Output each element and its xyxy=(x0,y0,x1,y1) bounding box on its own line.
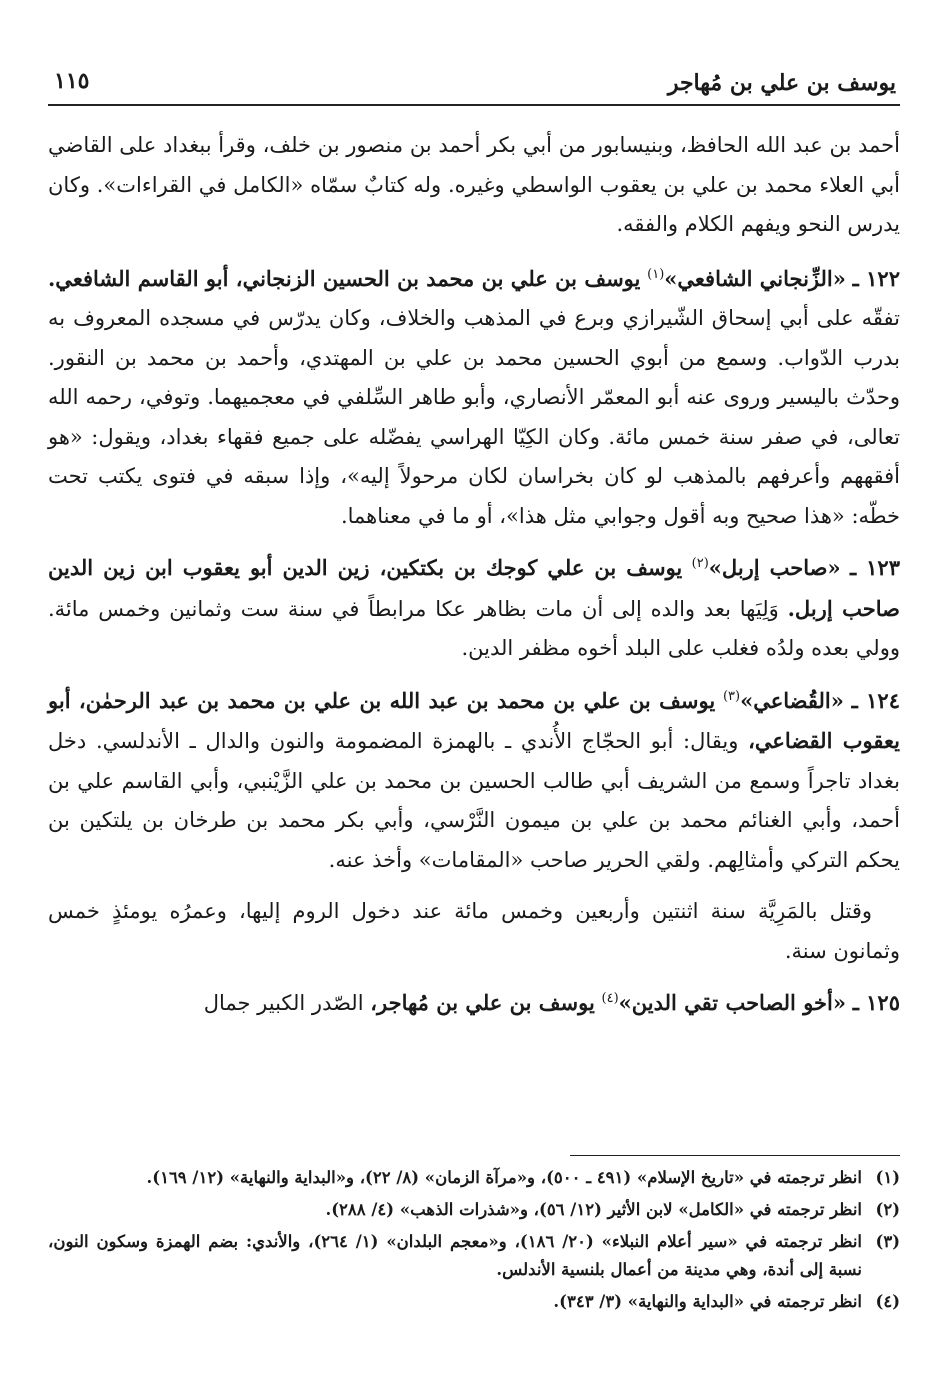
footnote-ref: (٢) xyxy=(691,556,709,571)
footnote-text: انظر ترجمته في «الكامل» لابن الأثير (١٢/ ٥٦)، و«شذرات الذهب» (٤/ ٢٨٨). xyxy=(325,1200,862,1219)
footnote-mark: (٤) xyxy=(875,1292,900,1311)
footnote-text: انظر ترجمته في «سير أعلام النبلاء» (٢٠/ ١٨٦)، و«معجم البلدان» (١/ ٢٦٤)، والأندي: بضم الهمزة وسكون النون، نسبة إلى أندة، وهي مدينة من أعمال بلنسية الأندلس. xyxy=(48,1232,862,1279)
page-header xyxy=(48,58,900,106)
paragraph-text: وقتل بالمَرِيَّة سنة اثنتين وأربعين وخمس مائة عند دخول الروم إليها، وعمرُه يومئذٍ خمس وثمانون سنة. xyxy=(48,899,900,963)
footnote-divider xyxy=(570,1155,900,1156)
entry-text: وَلِيَها بعد والده إلى أن مات بظاهر عكا مرابطاً في سنة ست وثمانين وخمس مائة. وولي بعده ولدُه فغلب على البلد أخوه مظفر الدين. xyxy=(48,596,900,660)
running-title: يوسف بن علي بن مُهاجر xyxy=(667,70,896,96)
entry-full-name: يوسف بن علي كوجك بن بكتكين، زين الدين أبو يعقوب ابن زين الدين صاحب إربل. xyxy=(48,555,900,621)
entry-number: ١٢٢ ـ xyxy=(852,265,900,291)
entry-125 xyxy=(48,983,900,1024)
footnote-ref: (١) xyxy=(647,266,665,282)
entry-text: تفقّه على أبي إسحاق الشّيرازي وبرع في المذهب والخلاف، وكان يدرّس في مسجده المعروف به بدرب الدّواب. وسمع من أبوي الحسين محمد بن علي بن المهتدي، وأحمد بن محمد بن النقور. وحدّث باليسير وروى عنه أبو المعمّر الأنصاري، وأبو طاهر السِّلفي في معجميهما. وتوفي، رحمه الله تعالى، في صفر سنة خمس مائة. وكان الكِيّا الهراسي يفضّله على جميع فقهاء بغداد، ويقول: «هو أفقههم وأعرفهم بالمذهب لو كان بخراسان لكان مرحولاً إليه»، وإذا سبقه في فتوى يكتب تحت خطّه: «هذا صحيح وبه أقول وجوابي مثل هذا»، أو ما في معناهما. xyxy=(48,306,900,528)
entry-124 xyxy=(48,681,900,881)
footnote-ref: (٤) xyxy=(601,991,619,1006)
footnotes xyxy=(48,1164,900,1320)
footnote xyxy=(48,1164,900,1192)
footnote-mark: (١) xyxy=(875,1168,900,1187)
entry-full-name: يوسف بن علي بن محمد بن الحسين الزنجاني، أبو القاسم الشافعي. xyxy=(48,265,641,291)
entry-number: ١٢٥ ـ xyxy=(852,990,900,1015)
entry-full-name: يوسف بن علي بن محمد بن عبد الله بن علي بن محمد بن عبد الرحمٰن، أبو يعقوب القضاعي، xyxy=(48,687,900,753)
entry-heading: «القُضاعي» xyxy=(740,687,844,713)
footnote-text: انظر ترجمته في «البداية والنهاية» (٣/ ٣٤٣). xyxy=(553,1292,862,1311)
footnote-mark: (٢) xyxy=(875,1200,900,1219)
entry-heading: «الزِّنجاني الشافعي» xyxy=(664,265,846,291)
paragraph-continuation xyxy=(48,126,900,245)
page-number: ١١٥ xyxy=(54,68,90,94)
entry-123 xyxy=(48,548,900,669)
footnote xyxy=(48,1196,900,1224)
footnote xyxy=(48,1288,900,1316)
paragraph-text: أحمد بن عبد الله الحافظ، وبنيسابور من أبي بكر أحمد بن منصور بن خلف، وقرأ ببغداد على القاضي أبي العلاء محمد بن علي بن يعقوب الواسطي وغيره. وله كتابٌ سمّاه «الكامل في القراءات». وكان يدرس النحو ويفهم الكلام والفقه. xyxy=(48,133,900,236)
footnote-ref: (٣) xyxy=(722,688,741,704)
entry-number: ١٢٤ ـ xyxy=(851,687,900,713)
entry-124-continued xyxy=(48,892,900,971)
entry-122 xyxy=(48,259,900,537)
body-text xyxy=(48,126,900,1036)
entry-full-name: يوسف بن علي بن مُهاجر، xyxy=(370,990,595,1015)
entry-text: ويقال: أبو الحجّاج الأُندي ـ بالهمزة المضمومة والنون والدال ـ الأندلسي. دخل بغداد تاجراً وسمع من الشريف أبي طالب الحسين بن محمد بن علي الزَّيْنبي، وأبي القاسم علي بن أحمد، وأبي الغنائم محمد بن علي بن ميمون النَّرْسي، وأبي بكر محمد بن طرخان بن يلتكين بن يحكم التركي وأمثالِهم. ولقي الحرير صاحب «المقامات» وأخذ عنه. xyxy=(48,729,900,872)
footnote-text: انظر ترجمته في «تاريخ الإسلام» (٤٩١ ـ ٥٠٠)، و«مرآة الزمان» (٨/ ٢٢)، و«البداية والنهاية» (١٢/ ١٦٩). xyxy=(146,1168,862,1187)
entry-text: الصّدر الكبير جمال xyxy=(203,991,364,1015)
entry-heading: «أخو الصاحب تقي الدين» xyxy=(618,990,846,1015)
footnote-mark: (٣) xyxy=(875,1232,900,1251)
entry-heading: «صاحب إربل» xyxy=(708,555,841,580)
footnote xyxy=(48,1228,900,1284)
entry-number: ١٢٣ ـ xyxy=(849,555,900,580)
